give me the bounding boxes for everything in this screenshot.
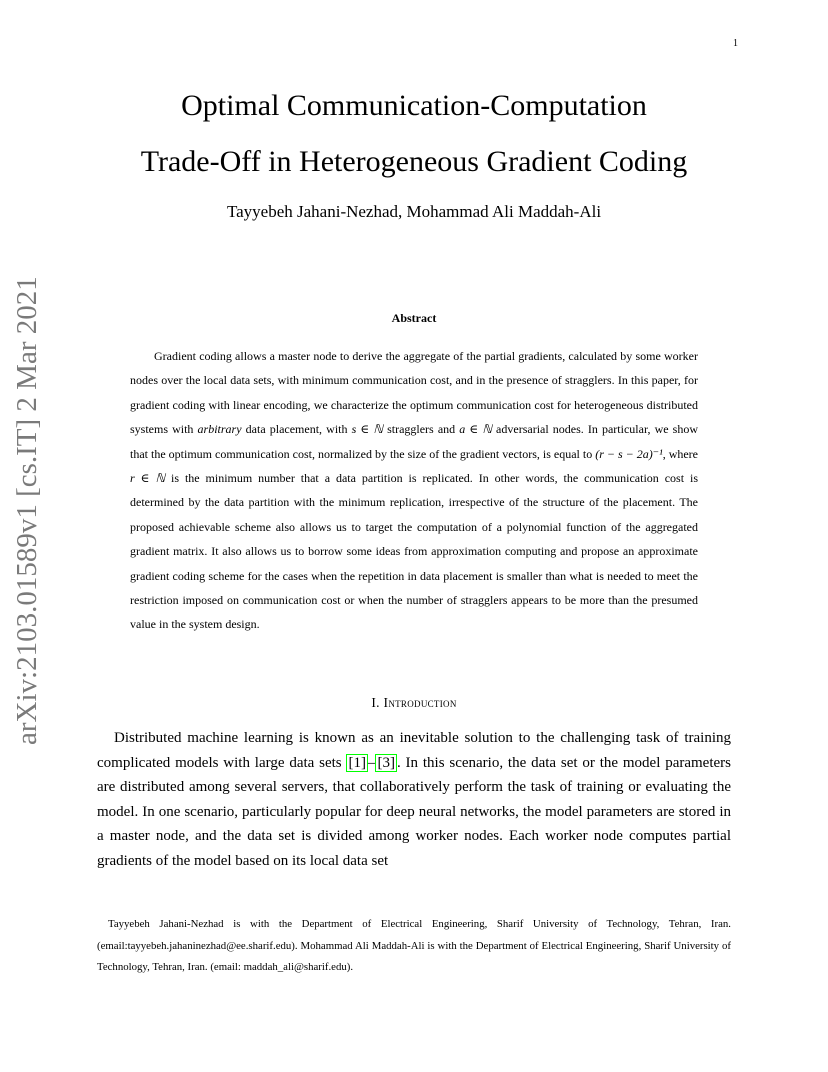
paper-title-line-1: Optimal Communication-Computation (181, 89, 647, 122)
arxiv-identifier-stamp: arXiv:2103.01589v1 [cs.IT] 2 Mar 2021 (11, 276, 43, 745)
paper-title (0, 78, 828, 190)
intro-text: Distributed machine learning is known as an inevitable solution to the challenging task of training complicated models with large data sets (97, 730, 731, 771)
page-number: 1 (733, 38, 738, 49)
paper-title-line-2: Trade-Off in Heterogeneous Gradient Coding (140, 145, 688, 178)
math-a-in-n: a ∈ ℕ (459, 422, 492, 437)
citation-link-1[interactable]: [1] (348, 754, 366, 771)
abstract-text (130, 344, 698, 637)
math-r-in-n: r ∈ ℕ (130, 471, 166, 486)
abstract-heading: Abstract (391, 311, 437, 325)
section-number: I. (371, 695, 384, 710)
introduction-paragraph (97, 726, 731, 874)
citation-link-3[interactable]: [3] (377, 754, 395, 771)
author-affiliation-footnote: Tayyebeh Jahani-Nezhad is with the Department of Electrical Engineering, Sharif University of Technology, Tehran, Iran. (email:tayyebeh.jahaninezhad@ee.sharif.edu). Mohammad Ali Maddah-Ali is with the Department of Electrical Engineering, Sharif University of Technology, Tehran, Iran. (email: maddah_ali@sharif.edu). (97, 918, 731, 973)
abstract-part: stragglers and (382, 422, 460, 437)
abstract-part: is the minimum number that a data partition is replicated. In other words, the communication cost is determined by the data partition with the minimum replication, irrespective of the structure of the placement. The proposed achievable scheme also allows us to target the computation of a polynomial function of the aggregated gradient matrix. It also allows us to borrow some ideas from approximation computing and propose an approximate gradient coding scheme for the cases when the repetition in data placement is smaller than what is needed to meet the restriction imposed on communication cost or when the number of stragglers appears to be more than the presumed value in the system design. (130, 471, 699, 632)
abstract-emphasis: arbitrary (197, 422, 242, 437)
abstract-part: , where (662, 446, 699, 461)
abstract-part: adversarial nodes. In particular, we show that the optimum communication cost, normalized by the size of the gradient vectors, is equal to (130, 422, 698, 461)
intro-text: . In this scenario, the data set or the model parameters are distributed among several servers, that collaboratively perform the task of training or evaluating the model. In one scenario, particularly popular for deep neural networks, the model parameters are stored in a master node, and the data set is divided among worker nodes. Each worker node computes partial gradients of the model based on its local data set (97, 754, 731, 869)
citation-range-dash: – (367, 754, 376, 771)
section-title: Introduction (383, 695, 457, 710)
abstract-part: data placement, with (241, 422, 352, 437)
abstract-part: Gradient coding allows a master node to derive the aggregate of the partial gradients, calculated by some worker nodes over the local data sets, with minimum communication cost, and in the presence of stragglers. In this paper, for gradient coding with linear encoding, we characterize the optimum communication cost for heterogeneous distributed systems with (130, 349, 698, 437)
author-list: Tayyebeh Jahani-Nezhad, Mohammad Ali Maddah-Ali (226, 202, 602, 221)
math-s-in-n: s ∈ ℕ (351, 422, 383, 437)
math-formula: (r − s − 2a)⁻¹ (595, 446, 663, 461)
section-heading-introduction (0, 695, 828, 711)
